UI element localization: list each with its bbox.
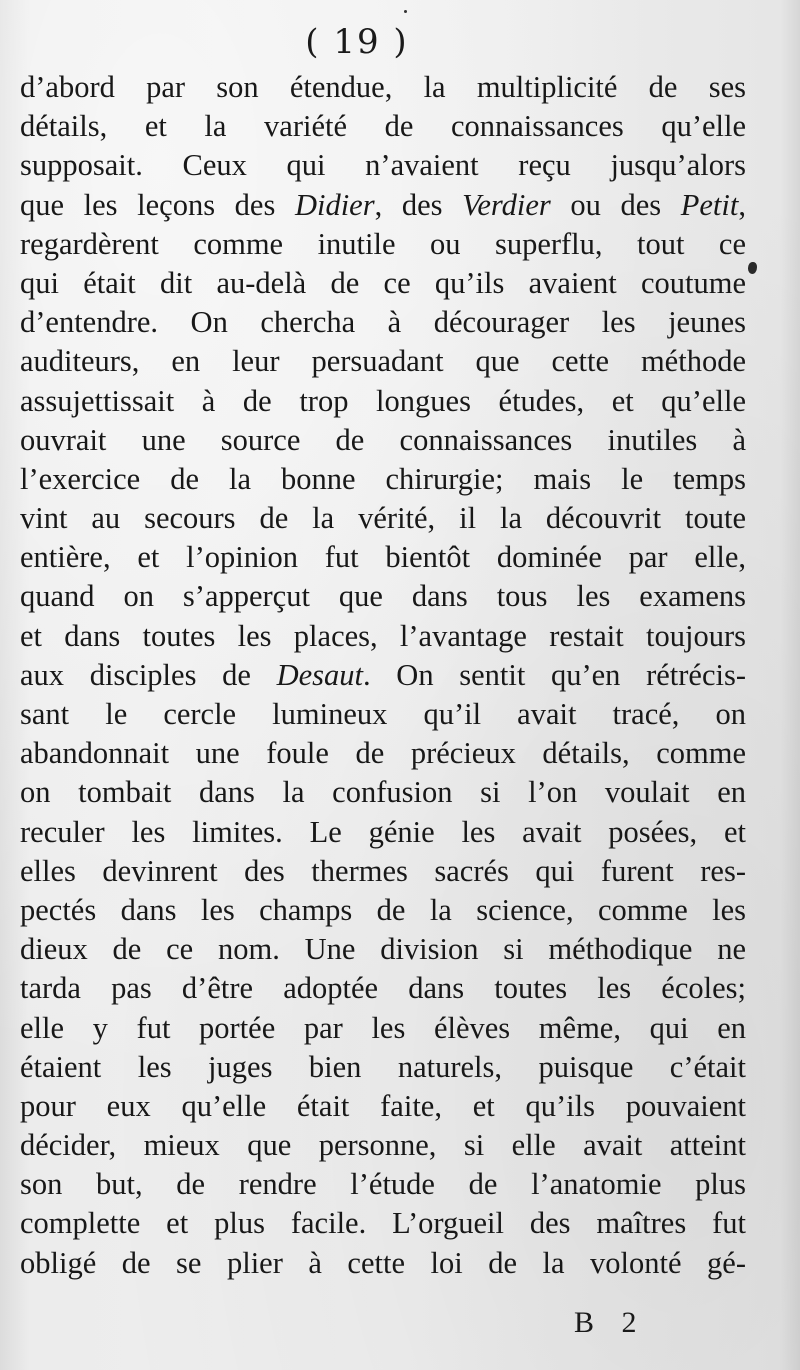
text-line: [20, 186, 746, 225]
text-fragment: l’exercice de la bonne chirurgie; mais le temps: [20, 461, 746, 496]
text-line: [20, 1165, 746, 1204]
signature-mark: B 2: [574, 1306, 647, 1339]
text-line: [20, 225, 746, 264]
text-fragment: , des: [374, 187, 463, 222]
text-line: [20, 577, 746, 616]
text-fragment: auditeurs, en leur persuadant que cette méthode: [20, 344, 746, 379]
text-fragment: . On sentit qu’en rétrécis-: [363, 657, 747, 692]
text-fragment: reculer les limites. Le génie les avait posées, et: [20, 814, 746, 849]
text-fragment: abandonnait une foule de précieux détails, comme: [20, 736, 746, 771]
text-line: [20, 107, 746, 146]
text-line: [20, 264, 746, 303]
text-fragment: ouvrait une source de connaissances inutiles à: [20, 422, 746, 457]
text-fragment: complette et plus facile. L’orgueil des maîtres fut: [20, 1206, 746, 1241]
text-line: [20, 930, 746, 969]
text-line: [20, 1009, 746, 1048]
text-line: [20, 1126, 746, 1165]
italic-name: Petit: [680, 187, 739, 222]
text-line: [20, 891, 746, 930]
text-line: [20, 538, 746, 577]
text-line: [20, 1048, 746, 1087]
text-fragment: entière, et l’opinion fut bientôt dominée par elle,: [20, 540, 746, 575]
text-line: [20, 1244, 746, 1283]
text-fragment: ou des: [550, 187, 681, 222]
text-fragment: elles devinrent des thermes sacrés qui furent res-: [20, 853, 746, 888]
text-line: [20, 813, 746, 852]
text-fragment: sant le cercle lumineux qu’il avait tracé, on: [20, 697, 746, 731]
text-line: [20, 656, 746, 695]
ink-blot: [748, 262, 757, 274]
text-fragment: vint au secours de la vérité, il la découvrit toute: [20, 501, 746, 536]
text-line: [20, 1204, 746, 1243]
text-line: [20, 303, 746, 342]
text-line: [20, 460, 746, 499]
text-fragment: dieux de ce nom. Une division si méthodique ne: [20, 932, 746, 967]
text-line: [20, 969, 746, 1008]
text-fragment: tarda pas d’être adoptée dans toutes les écoles;: [20, 971, 746, 1006]
text-line: [20, 499, 746, 538]
ink-speck: [404, 10, 407, 13]
text-line: [20, 421, 746, 460]
text-line: [20, 617, 746, 656]
text-fragment: et dans toutes les places, l’avantage restait toujours: [20, 618, 746, 653]
text-line: [20, 695, 746, 734]
text-line: [20, 1087, 746, 1126]
text-fragment: son but, de rendre l’étude de l’anatomie plus: [20, 1167, 746, 1202]
text-fragment: détails, et la variété de connaissances qu’elle: [20, 109, 746, 144]
text-fragment: pectés dans les champs de la science, comme les: [20, 892, 746, 927]
text-fragment: supposait. Ceux qui n’avaient reçu jusqu’alors: [20, 148, 746, 183]
text-line: [20, 146, 746, 185]
text-fragment: elle y fut portée par les élèves même, qui en: [20, 1010, 746, 1045]
text-fragment: d’abord par son étendue, la multiplicité de ses: [20, 70, 746, 104]
italic-name: Desaut: [276, 657, 363, 692]
text-line: [20, 382, 746, 421]
page-number: ( 19 ): [305, 22, 409, 62]
body-text: [20, 68, 746, 1283]
text-fragment: pour eux qu’elle était faite, et qu’ils pouvaient: [20, 1088, 746, 1123]
text-fragment: décider, mieux que personne, si elle avait atteint: [20, 1128, 746, 1163]
text-fragment: assujettissait à de trop longues études, et qu’elle: [20, 383, 746, 418]
text-fragment: ,: [738, 187, 746, 222]
text-fragment: regardèrent comme inutile ou superflu, tout ce: [20, 226, 746, 261]
text-fragment: que les leçons des: [20, 187, 295, 222]
text-fragment: obligé de se plier à cette loi de la volonté gé-: [20, 1245, 746, 1280]
text-line: [20, 342, 746, 381]
text-fragment: on tombait dans la confusion si l’on voulait en: [20, 775, 746, 810]
italic-name: Verdier: [462, 187, 551, 222]
text-fragment: d’entendre. On chercha à décourager les jeunes: [20, 305, 746, 340]
text-fragment: quand on s’apperçut que dans tous les examens: [20, 579, 746, 614]
text-fragment: qui était dit au-delà de ce qu’ils avaient coutume: [20, 265, 746, 300]
text-line: [20, 734, 746, 773]
text-line: [20, 68, 746, 107]
italic-name: Didier: [294, 187, 375, 222]
text-line: [20, 773, 746, 812]
text-fragment: étaient les juges bien naturels, puisque c’était: [20, 1049, 746, 1084]
text-line: [20, 852, 746, 891]
text-fragment: aux disciples de: [20, 657, 277, 692]
